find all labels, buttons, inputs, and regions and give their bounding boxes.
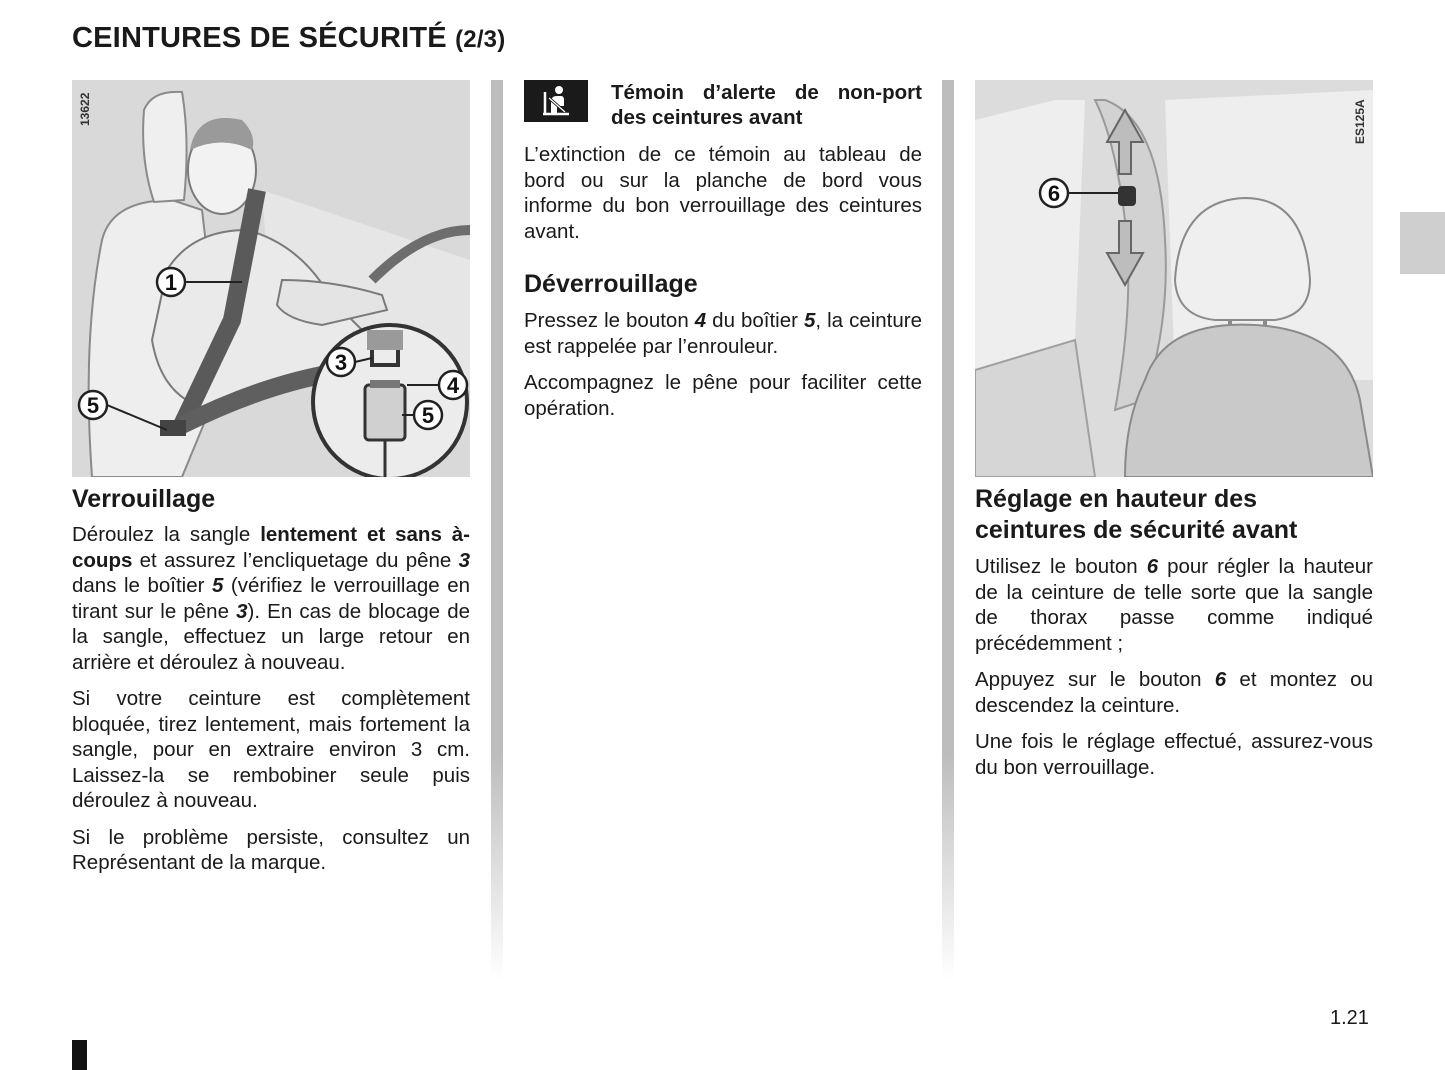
figure-height-adjust	[975, 80, 1373, 477]
svg-text:5: 5	[86, 393, 100, 418]
callout-5-hip	[79, 391, 107, 419]
middle-column	[524, 80, 922, 432]
heading-reglage-hauteur: Réglage en hauteur des ceintures de sécurité avant	[975, 485, 1298, 544]
page-number: 1.21	[1330, 1007, 1369, 1029]
column-divider-left	[491, 80, 503, 980]
svg-text:3: 3	[334, 350, 348, 375]
callout-6	[1040, 179, 1068, 207]
paragraph-verrouillage-1: Déroulez la sangle lentement et sans à-coups et assurez l’encliquetage du pêne 3 dans le boîtier 5 (vérifiez le verrouillage en tirant sur le pêne 3). En cas de blocage de la sangle, effectuez un large retour en arrière et déroulez à nouveau.	[72, 523, 470, 674]
svg-text:4: 4	[446, 373, 460, 398]
callout-1	[157, 268, 185, 296]
chapter-thumb-tab	[1400, 212, 1445, 274]
svg-text:1: 1	[164, 270, 178, 295]
paragraph-deverrouillage-2: Accompagnez le pêne pour faciliter cette opération.	[524, 371, 922, 420]
corner-registration-mark	[72, 1040, 87, 1070]
left-column	[72, 80, 470, 887]
warning-header	[524, 80, 922, 130]
callout-3	[327, 348, 355, 376]
column-divider-right	[942, 80, 954, 980]
title-main: CEINTURES DE SÉCURITÉ	[72, 22, 447, 54]
paragraph-reglage-3: Une fois le réglage effectué, assurez-vous du bon verrouillage.	[975, 730, 1373, 779]
title-subtitle: (2/3)	[455, 26, 506, 53]
driver-seatbelt-illustration	[72, 80, 470, 477]
paragraph-reglage-1: Utilisez le bouton 6 pour régler la hauteur de la ceinture de telle sorte que la sangle de thorax passe comme indiqué précédemment ;	[975, 555, 1373, 655]
callout-5-buckle	[414, 401, 442, 429]
heading-verrouillage: Verrouillage	[72, 485, 216, 513]
svg-text:6: 6	[1047, 181, 1061, 206]
warning-text: L’extinction de ce témoin au tableau de bord ou sur la planche de bord vous informe du bon verrouillage des ceintures avant.	[524, 143, 922, 243]
svg-text:5: 5	[421, 403, 435, 428]
figure-ref-code-right: ES125A	[1353, 99, 1367, 144]
seatbelt-warning-icon	[524, 80, 588, 122]
paragraph-verrouillage-3: Si le problème persiste, consultez un Représentant de la marque.	[72, 825, 470, 874]
paragraph-deverrouillage-1: Pressez le bouton 4 du boîtier 5, la ceinture est rappelée par l’enrouleur.	[524, 309, 922, 358]
page-title	[72, 22, 505, 55]
figure-ref-code: 13622	[78, 92, 92, 126]
paragraph-reglage-2: Appuyez sur le bouton 6 et montez ou descendez la ceinture.	[975, 668, 1373, 717]
warning-title: Témoin d’alerte de non-port des ceintures avant	[611, 81, 922, 129]
callout-4	[439, 371, 467, 399]
right-column	[975, 80, 1373, 791]
heading-deverrouillage: Déverrouillage	[524, 270, 698, 298]
height-adjust-illustration	[975, 80, 1373, 477]
paragraph-verrouillage-2: Si votre ceinture est complètement bloquée, tirez lentement, mais fortement la sangle, pour en extraire environ 3 cm. Laissez-la se rembobiner seule puis déroulez à nouveau.	[72, 687, 470, 812]
figure-driver-seatbelt	[72, 80, 470, 477]
